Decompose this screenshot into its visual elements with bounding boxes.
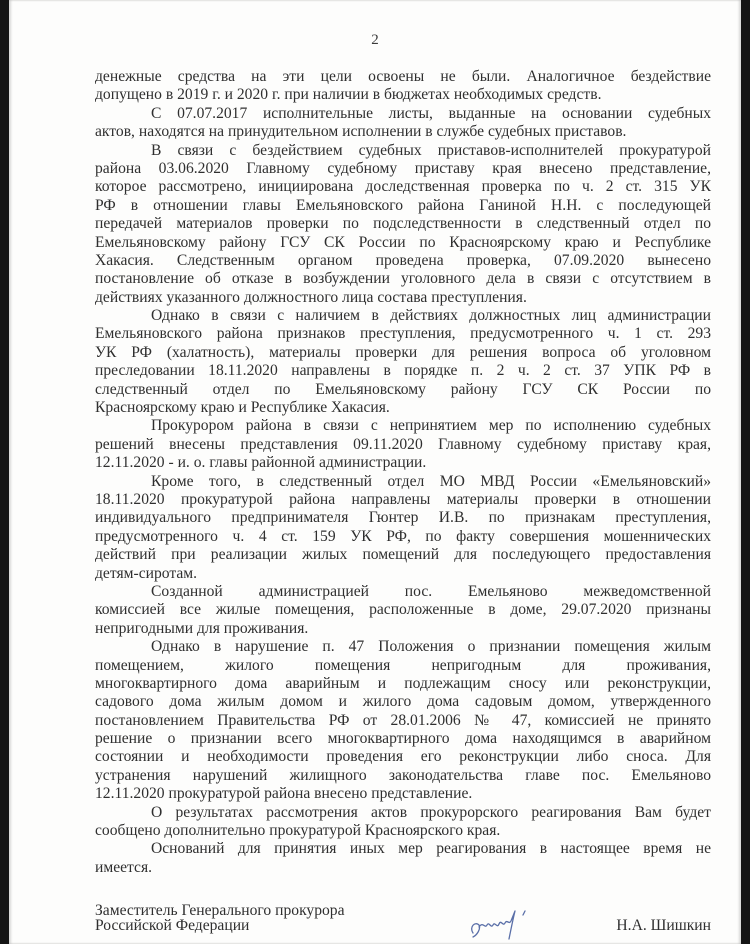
text-line: актов, находятся на принудительном исполнении в службе судебных приставов. (95, 123, 627, 141)
text-line: предусмотренного ч. 4 ст. 159 УК РФ, по факту совершения мошеннических (95, 527, 711, 545)
text-line: действий при реализации жилых помещений для последующего предоставления (95, 546, 711, 564)
text-line: Однако в связи с наличием в действиях должностных лиц администрации (151, 307, 711, 325)
text-line: 18.11.2020 прокуратурой района направлены материалы проверки в отношении (95, 490, 711, 508)
text-line: индивидуального предпринимателя Гюнтер И.В. по признакам преступления, (95, 509, 711, 527)
text-line: С 07.07.2017 исполнительные листы, выданные на основании судебных (151, 104, 711, 122)
text-line: Емельяновского района признаков преступления, предусмотренного ч. 1 ст. 293 (95, 325, 711, 343)
text-line: преследовании 18.11.2020 направлены в порядке п. 2 ч. 2 ст. 37 УПК РФ в (95, 362, 711, 380)
text-line: допущено в 2019 г. и 2020 г. при наличии в бюджетах необходимых средств. (95, 86, 602, 104)
document-body (95, 68, 711, 877)
text-line: имеется. (95, 858, 153, 876)
page-number: 2 (371, 32, 379, 48)
text-line: состоянии и необходимости проведения его реконструкции либо сноса. Для (95, 748, 711, 766)
text-line: РФ в отношении главы Емельяновского района Ганиной Н.Н. с последующей (95, 196, 711, 214)
text-line: 12.11.2020 прокуратурой района внесено представление. (95, 785, 473, 803)
signatory-name: Н.А. Шишкин (616, 917, 711, 934)
text-line: решение о признании всего многоквартирного дома находящимся в аварийном (95, 730, 711, 748)
text-line: устранения нарушений жилищного законодательства главе пос. Емельяново (95, 766, 711, 784)
text-line: Хакасия. Следственным органом проведена проверка, 07.09.2020 вынесено (95, 251, 711, 269)
text-line: действиях указанного должностного лица состава преступления. (95, 288, 527, 306)
signatory-title-line-1: Заместитель Генерального прокурора (95, 902, 345, 919)
handwritten-signature (465, 903, 535, 943)
text-line: УК РФ (халатность), материалы проверки для решения вопроса об уголовном (95, 343, 711, 361)
text-line: Красноярскому краю и Республике Хакасия. (95, 399, 390, 417)
text-line: помещением, жилого помещения непригодным для проживания, (95, 656, 711, 674)
text-line: комиссией все жилые помещения, расположенные в доме, 29.07.2020 признаны (95, 601, 711, 619)
text-line: решений внесены представления 09.11.2020 Главному судебному приставу края, (95, 435, 711, 453)
text-line: передачей материалов проверки по подследственности в следственный отдел по (95, 215, 711, 233)
text-line: постановление об отказе в возбуждении уголовного дела в связи с отсутствием в (95, 270, 711, 288)
text-line: Емельяновскому району ГСУ СК России по Красноярскому краю и Республике (95, 233, 711, 251)
text-line: сообщено дополнительно прокуратурой Красноярского края. (95, 822, 501, 840)
text-line: Прокурором района в связи с непринятием мер по исполнению судебных (151, 417, 711, 435)
text-line: денежные средства на эти цели освоены не были. Аналогичное бездействие (95, 68, 711, 85)
text-line: непригодными для проживания. (95, 619, 309, 637)
text-line: района 03.06.2020 Главному судебному приставу края внесено представление, (95, 159, 711, 177)
text-line: Оснований для принятия иных мер реагирования в настоящее время не (151, 840, 711, 858)
text-line: постановлением Правительства РФ от 28.01.2006 № 47, комиссией не принято (95, 711, 711, 729)
text-line: О результатах рассмотрения актов прокурорского реагирования Вам будет (151, 803, 711, 821)
text-line: многоквартирного дома аварийным и подлежащим сносу или реконструкции, (95, 674, 711, 692)
text-line: 12.11.2020 - и. о. главы районной администрации. (95, 454, 427, 472)
signature-block (95, 903, 711, 933)
signatory-title-line-2: Российской Федерации (95, 917, 250, 934)
text-line: В связи с бездействием судебных приставов-исполнителей прокуратурой (151, 141, 711, 159)
text-line: Однако в нарушение п. 47 Положения о признании помещения жилым (151, 638, 711, 656)
document-page (9, 0, 741, 944)
text-line: садового дома жилым домом и жилого дома садовым домом, утвержденного (95, 693, 711, 711)
text-line: которое рассмотрено, инициирована доследственная проверка по ч. 2 ст. 315 УК (95, 178, 711, 196)
text-line: детям-сиротам. (95, 564, 198, 582)
text-line: Созданной администрацией пос. Емельяново межведомственной (151, 582, 711, 600)
text-line: следственный отдел по Емельяновскому району ГСУ СК России по (95, 380, 711, 398)
text-line: Кроме того, в следственный отдел МО МВД России «Емельяновский» (151, 472, 711, 490)
